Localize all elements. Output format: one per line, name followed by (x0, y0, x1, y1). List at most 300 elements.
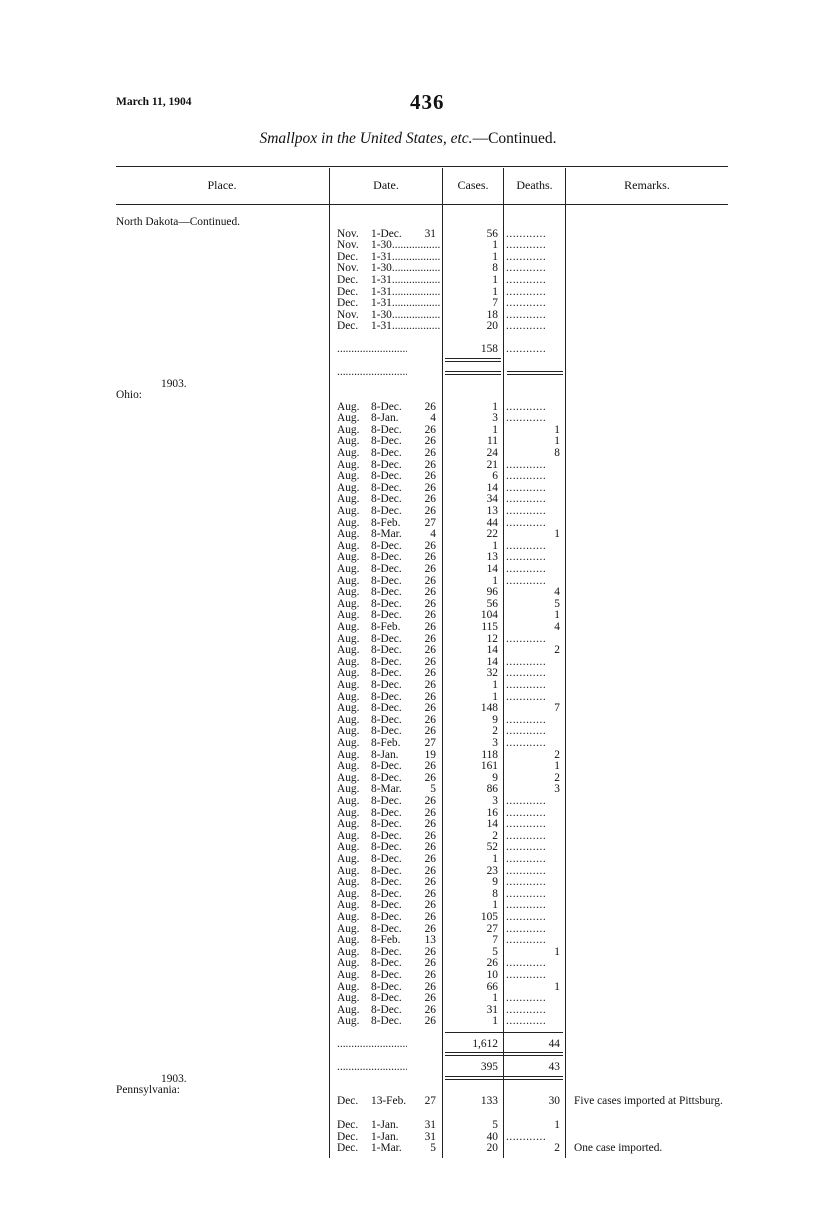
date-days: 26 (424, 911, 436, 923)
table-row (116, 471, 728, 483)
deaths-leader (506, 564, 562, 576)
deaths-leader (506, 344, 562, 356)
deaths-leader (506, 506, 562, 518)
deaths-leader (506, 889, 562, 901)
date-days: 26 (424, 690, 436, 703)
table-row (116, 808, 728, 820)
date-month: Dec. (337, 1142, 359, 1154)
date-month: Aug. (337, 899, 360, 912)
deaths-leader (506, 483, 562, 495)
date-range: 1-Jan. (371, 1120, 399, 1131)
date-range: 8-Dec. (371, 819, 402, 831)
date-month: Aug. (337, 818, 360, 831)
table-row (116, 1143, 728, 1155)
date-range: 8-Feb. (371, 517, 401, 529)
date-days: 26 (424, 771, 436, 784)
date-range: 8-Dec. (371, 482, 402, 494)
date-range: 8-Feb. (371, 622, 401, 633)
date-range: 8-Dec. (371, 587, 402, 599)
date-range: 8-Dec. (371, 552, 402, 564)
deaths-cell: 1 (554, 529, 560, 541)
date-range: 8-Dec. (371, 448, 402, 459)
date-month: Aug. (337, 621, 360, 633)
date-month: Aug. (337, 505, 360, 517)
deaths-leader (506, 854, 562, 866)
cases-cell: 14 (486, 481, 498, 494)
date-leader (337, 344, 407, 356)
date-days: 26 (424, 702, 436, 715)
table-row (116, 866, 728, 878)
deaths-leader (506, 402, 562, 414)
deaths-leader (506, 552, 562, 564)
table-row (116, 460, 728, 472)
deaths-leader (506, 1016, 562, 1028)
date-month: Aug. (337, 864, 360, 877)
cases-cell: 2 (492, 829, 498, 842)
date-range: 1-31 ..... (371, 298, 441, 310)
prev-year-label-text: 1903. (161, 377, 187, 390)
date-range: 8-Dec. (371, 761, 402, 773)
date-days: 31 (424, 227, 436, 240)
deaths-leader (506, 657, 562, 669)
date-days: 26 (424, 493, 436, 506)
date-range: 8-Dec. (371, 401, 402, 413)
cases-cell: 20 (486, 1142, 498, 1154)
date-range: 8-Dec. (371, 970, 402, 981)
date-days: 27 (424, 516, 436, 529)
deaths-leader (506, 518, 562, 530)
prev-double-rule (445, 371, 501, 375)
date-month: Dec. (337, 274, 359, 286)
date-range: 8-Dec. (371, 865, 402, 877)
date-range: 1-30 ..... (371, 240, 441, 252)
date-days: 26 (424, 481, 436, 494)
date-range: 8-Mar. (371, 529, 402, 541)
date-range: 8-Dec. (371, 888, 402, 900)
cases-cell: 3 (492, 412, 498, 425)
table-row (116, 715, 728, 727)
date-days: 26 (424, 539, 436, 552)
date-range: 8-Dec. (371, 680, 402, 691)
date-range: 8-Dec. (371, 772, 402, 784)
deaths-leader (506, 263, 562, 275)
date-range: 8-Mar. (371, 784, 402, 796)
date-days: 31 (424, 1119, 436, 1131)
deaths-leader (506, 726, 562, 738)
deaths-leader (506, 877, 562, 889)
deaths-leader (506, 970, 562, 982)
date-range: 8-Dec. (371, 877, 402, 889)
date-month: Aug. (337, 934, 360, 947)
date-days: 26 (424, 563, 436, 575)
date-month: Aug. (337, 539, 360, 552)
deaths-leader (506, 808, 562, 820)
table-title (0, 130, 816, 148)
prev-deaths: 43 (548, 1062, 560, 1073)
cases-cell: 148 (480, 702, 498, 715)
column-header-cases: Cases. (457, 178, 489, 192)
date-range: 1-31 ..... (371, 287, 441, 299)
date-range: 8-Dec. (371, 726, 402, 738)
table-row (116, 657, 728, 669)
date-days: 26 (424, 713, 436, 726)
table-row (116, 634, 728, 646)
date-days: 13 (424, 934, 436, 947)
remarks-cell: Five cases imported at Pittsburg. (574, 1095, 723, 1107)
prev-year-label-text: 1903. (161, 1072, 187, 1085)
date-range: 8-Dec. (371, 807, 402, 819)
cases-cell: 115 (481, 621, 498, 633)
date-range: 8-Dec. (371, 506, 402, 517)
column-header-place: Place. (207, 178, 237, 192)
cases-cell: 7 (492, 934, 498, 947)
deaths-leader (506, 576, 562, 588)
date-days: 26 (424, 447, 436, 459)
date-month: Aug. (337, 551, 360, 564)
date-days: 26 (424, 969, 436, 981)
date-days: 5 (430, 1142, 436, 1154)
cases-cell: 1 (492, 992, 498, 1005)
date-month: Aug. (337, 702, 360, 715)
date-range: 1-30 ..... (371, 310, 441, 322)
date-days: 4 (430, 412, 436, 425)
deaths-cell: 1 (554, 424, 560, 436)
date-month: Aug. (337, 945, 360, 958)
deaths-leader (506, 310, 562, 322)
deaths-leader (506, 668, 562, 680)
cases-cell: 14 (486, 563, 498, 575)
date-days: 26 (424, 609, 436, 622)
date-days: 26 (424, 876, 436, 889)
date-days: 26 (424, 841, 436, 854)
deaths-leader (506, 240, 562, 252)
cases-cell: 3 (492, 737, 498, 749)
date-range: 8-Dec. (371, 436, 402, 448)
date-month: Aug. (337, 470, 360, 483)
table-row (116, 529, 728, 541)
date-days: 26 (424, 586, 436, 599)
date-range: 8-Dec. (371, 958, 402, 970)
date-range: 8-Dec. (371, 842, 402, 854)
date-month: Aug. (337, 1015, 360, 1028)
date-month: Aug. (337, 992, 360, 1005)
cases-cell: 1 (492, 690, 498, 703)
date-month: Aug. (337, 795, 360, 807)
date-days: 26 (424, 829, 436, 842)
state-heading-pennsylvania-text: Pennsylvania: (116, 1084, 180, 1096)
table-row (116, 518, 728, 530)
cases-cell: 40 (486, 1131, 498, 1143)
deaths-leader (506, 460, 562, 472)
cases-cell: 44 (486, 516, 498, 529)
cases-cell: 32 (486, 667, 498, 680)
date-month: Dec. (337, 1095, 359, 1107)
date-days: 26 (424, 853, 436, 865)
page-number: 436 (410, 90, 445, 114)
table-row (116, 587, 728, 599)
cases-cell: 24 (486, 447, 498, 459)
date-month: Aug. (337, 435, 360, 448)
deaths-leader (506, 866, 562, 878)
table-row (116, 738, 728, 750)
cases-cell: 2 (492, 725, 498, 738)
table-row (116, 263, 728, 275)
prev-year-label (116, 379, 728, 391)
date-days: 26 (424, 400, 436, 413)
table-row (116, 494, 728, 506)
table-row (116, 750, 728, 762)
table-row (116, 854, 728, 866)
date-range: 8-Dec. (371, 424, 402, 436)
cases-cell: 34 (486, 493, 498, 506)
column-header-deaths: Deaths. (516, 178, 553, 192)
deaths-leader (506, 738, 562, 750)
date-days: 26 (424, 667, 436, 680)
cases-cell: 11 (487, 435, 498, 448)
date-range: 8-Dec. (371, 981, 402, 993)
table-row (116, 599, 728, 611)
date-days: 4 (430, 528, 436, 541)
deaths-leader (506, 287, 562, 299)
date-range: 8-Feb. (371, 935, 401, 947)
date-range: 1-30 ..... (371, 263, 441, 275)
date-range: 8-Dec. (371, 993, 402, 1005)
date-month: Aug. (337, 481, 360, 494)
date-range: 1-31 ..... (371, 275, 441, 287)
date-month: Aug. (337, 609, 360, 622)
date-month: Aug. (337, 690, 360, 703)
cases-cell: 23 (486, 864, 498, 877)
table-row (116, 761, 728, 773)
date-month: Dec. (337, 1131, 359, 1143)
date-range: 8-Dec. (371, 598, 402, 610)
cases-cell: 31 (486, 1003, 498, 1016)
cases-cell: 104 (480, 609, 498, 622)
prev-year-label (116, 1074, 728, 1086)
date-range: 8-Dec. (371, 564, 402, 575)
date-month: Aug. (337, 853, 360, 865)
table-row (116, 668, 728, 680)
date-month: Nov. (337, 227, 359, 240)
date-days: 27 (424, 737, 436, 749)
table-row (116, 425, 728, 437)
date-days: 26 (424, 505, 436, 517)
deaths-cell: 4 (554, 622, 560, 633)
date-month: Aug. (337, 667, 360, 680)
cases-cell: 133 (480, 1095, 498, 1107)
date-range: 8-Dec. (371, 610, 402, 622)
date-days: 26 (424, 1015, 436, 1028)
date-month: Aug. (337, 574, 360, 587)
table-row (116, 564, 728, 576)
cases-cell: 1 (492, 679, 498, 691)
deaths-cell: 3 (554, 784, 560, 796)
cases-cell: 9 (492, 876, 498, 889)
table-row (116, 958, 728, 970)
date-month: Aug. (337, 597, 360, 610)
cases-cell: 18 (486, 308, 498, 321)
date-days: 26 (424, 760, 436, 773)
table-row (116, 413, 728, 425)
date-range: 8-Dec. (371, 691, 402, 703)
date-month: Dec. (337, 320, 359, 333)
date-days: 26 (424, 621, 436, 633)
date-days: 19 (424, 748, 436, 761)
state-heading-ohio-text: Ohio: (116, 389, 142, 401)
cases-cell: 12 (486, 632, 498, 645)
cases-cell: 26 (486, 957, 498, 970)
cases-cell: 20 (486, 320, 498, 333)
date-range: 8-Dec. (371, 633, 402, 645)
date-days: 26 (424, 1003, 436, 1016)
table-row (116, 436, 728, 448)
deaths-cell: 8 (554, 448, 560, 459)
date-month: Aug. (337, 748, 360, 761)
date-days: 26 (424, 992, 436, 1005)
state-heading-ohio (116, 390, 728, 402)
date-range: 8-Dec. (371, 923, 402, 935)
date-month: Aug. (337, 1003, 360, 1016)
date-range: 1-31 ..... (371, 321, 441, 333)
date-range: 8-Dec. (371, 912, 402, 923)
deaths-leader (506, 680, 562, 692)
date-range: 8-Dec. (371, 459, 402, 471)
table-row (116, 298, 728, 310)
date-leader (337, 1062, 407, 1074)
date-days: 26 (424, 980, 436, 993)
page-header-date: March 11, 1904 (116, 96, 192, 108)
table-row (116, 877, 728, 889)
cases-cell: 5 (492, 1119, 498, 1131)
total-deaths: 44 (548, 1039, 560, 1050)
date-month: Aug. (337, 528, 360, 541)
total-double-rule (445, 1052, 563, 1056)
total-top-rule (445, 1032, 563, 1033)
date-month: Aug. (337, 841, 360, 854)
date-month: Aug. (337, 632, 360, 645)
date-month: Aug. (337, 423, 360, 436)
date-days: 26 (424, 818, 436, 831)
date-days: 26 (424, 551, 436, 564)
deaths-cell: 2 (554, 749, 560, 761)
date-days: 27 (424, 1095, 436, 1107)
date-range: 8-Dec. (371, 494, 402, 506)
cases-cell: 3 (492, 795, 498, 807)
table-row (116, 448, 728, 460)
deaths-leader (506, 541, 562, 553)
date-days: 26 (424, 725, 436, 738)
date-range: 8-Dec. (371, 645, 402, 657)
date-month: Aug. (337, 922, 360, 935)
cases-cell: 96 (486, 586, 498, 599)
cases-cell: 1 (492, 853, 498, 865)
date-days: 26 (424, 899, 436, 912)
deaths-leader (506, 900, 562, 912)
cases-cell: 1 (492, 400, 498, 413)
table-row (116, 900, 728, 912)
date-month: Dec. (337, 250, 359, 263)
table-row (116, 622, 728, 634)
table-row (116, 842, 728, 854)
date-month: Aug. (337, 760, 360, 773)
date-days: 26 (424, 458, 436, 471)
table-row (116, 1005, 728, 1017)
date-range: 8-Dec. (371, 540, 402, 552)
date-range: 1-31 ..... (371, 252, 441, 264)
prev-double-rule-deaths (507, 371, 563, 375)
date-days: 31 (424, 1131, 436, 1143)
table-header-rule (116, 204, 728, 205)
date-range: 8-Dec. (371, 1004, 402, 1016)
deaths-cell: 5 (554, 598, 560, 610)
table-row (116, 935, 728, 947)
cases-cell: 56 (486, 597, 498, 610)
table-row (116, 1039, 728, 1051)
state-heading-north-dakota (116, 217, 728, 229)
table-row (116, 1062, 728, 1074)
date-month: Nov. (337, 239, 359, 252)
deaths-leader (506, 1005, 562, 1017)
date-leader (337, 1039, 407, 1051)
date-days: 26 (424, 655, 436, 668)
date-month: Aug. (337, 458, 360, 471)
cases-cell: 86 (486, 783, 498, 796)
cases-cell: 7 (492, 297, 498, 310)
deaths-leader (506, 252, 562, 264)
table-top-rule (116, 166, 728, 167)
date-month: Aug. (337, 783, 360, 796)
table-row (116, 645, 728, 657)
date-days: 26 (424, 423, 436, 436)
date-days: 26 (424, 887, 436, 900)
table-row (116, 344, 728, 356)
table-row (116, 1016, 728, 1028)
cases-cell: 21 (486, 458, 498, 471)
table-row (116, 1120, 728, 1132)
cases-cell: 13 (486, 551, 498, 564)
deaths-leader (506, 413, 562, 425)
cases-cell: 16 (486, 806, 498, 819)
table-row (116, 784, 728, 796)
cases-cell: 1 (492, 285, 498, 298)
date-month: Dec. (337, 1119, 359, 1131)
date-month: Aug. (337, 644, 360, 657)
date-month: Aug. (337, 516, 360, 529)
cases-cell: 105 (480, 911, 498, 923)
cases-cell: 27 (486, 922, 498, 935)
table-row (116, 506, 728, 518)
deaths-leader (506, 471, 562, 483)
cases-cell: 1 (492, 899, 498, 912)
table-row (116, 831, 728, 843)
date-days: 26 (424, 470, 436, 483)
date-month: Aug. (337, 563, 360, 575)
date-month: Aug. (337, 969, 360, 981)
date-range: 8-Dec. (371, 796, 402, 807)
date-range: 8-Dec. (371, 703, 402, 715)
cases-cell: 1 (492, 423, 498, 436)
table-row (116, 367, 728, 379)
table-row (116, 321, 728, 333)
date-range: 8-Dec. (371, 471, 402, 483)
cases-cell: 8 (492, 262, 498, 275)
table-title-italic: Smallpox in the United States, etc. (259, 130, 473, 147)
deaths-leader (506, 321, 562, 333)
total-double-rule (445, 358, 501, 362)
cases-cell: 1 (492, 539, 498, 552)
deaths-leader (506, 819, 562, 831)
table-row (116, 552, 728, 564)
